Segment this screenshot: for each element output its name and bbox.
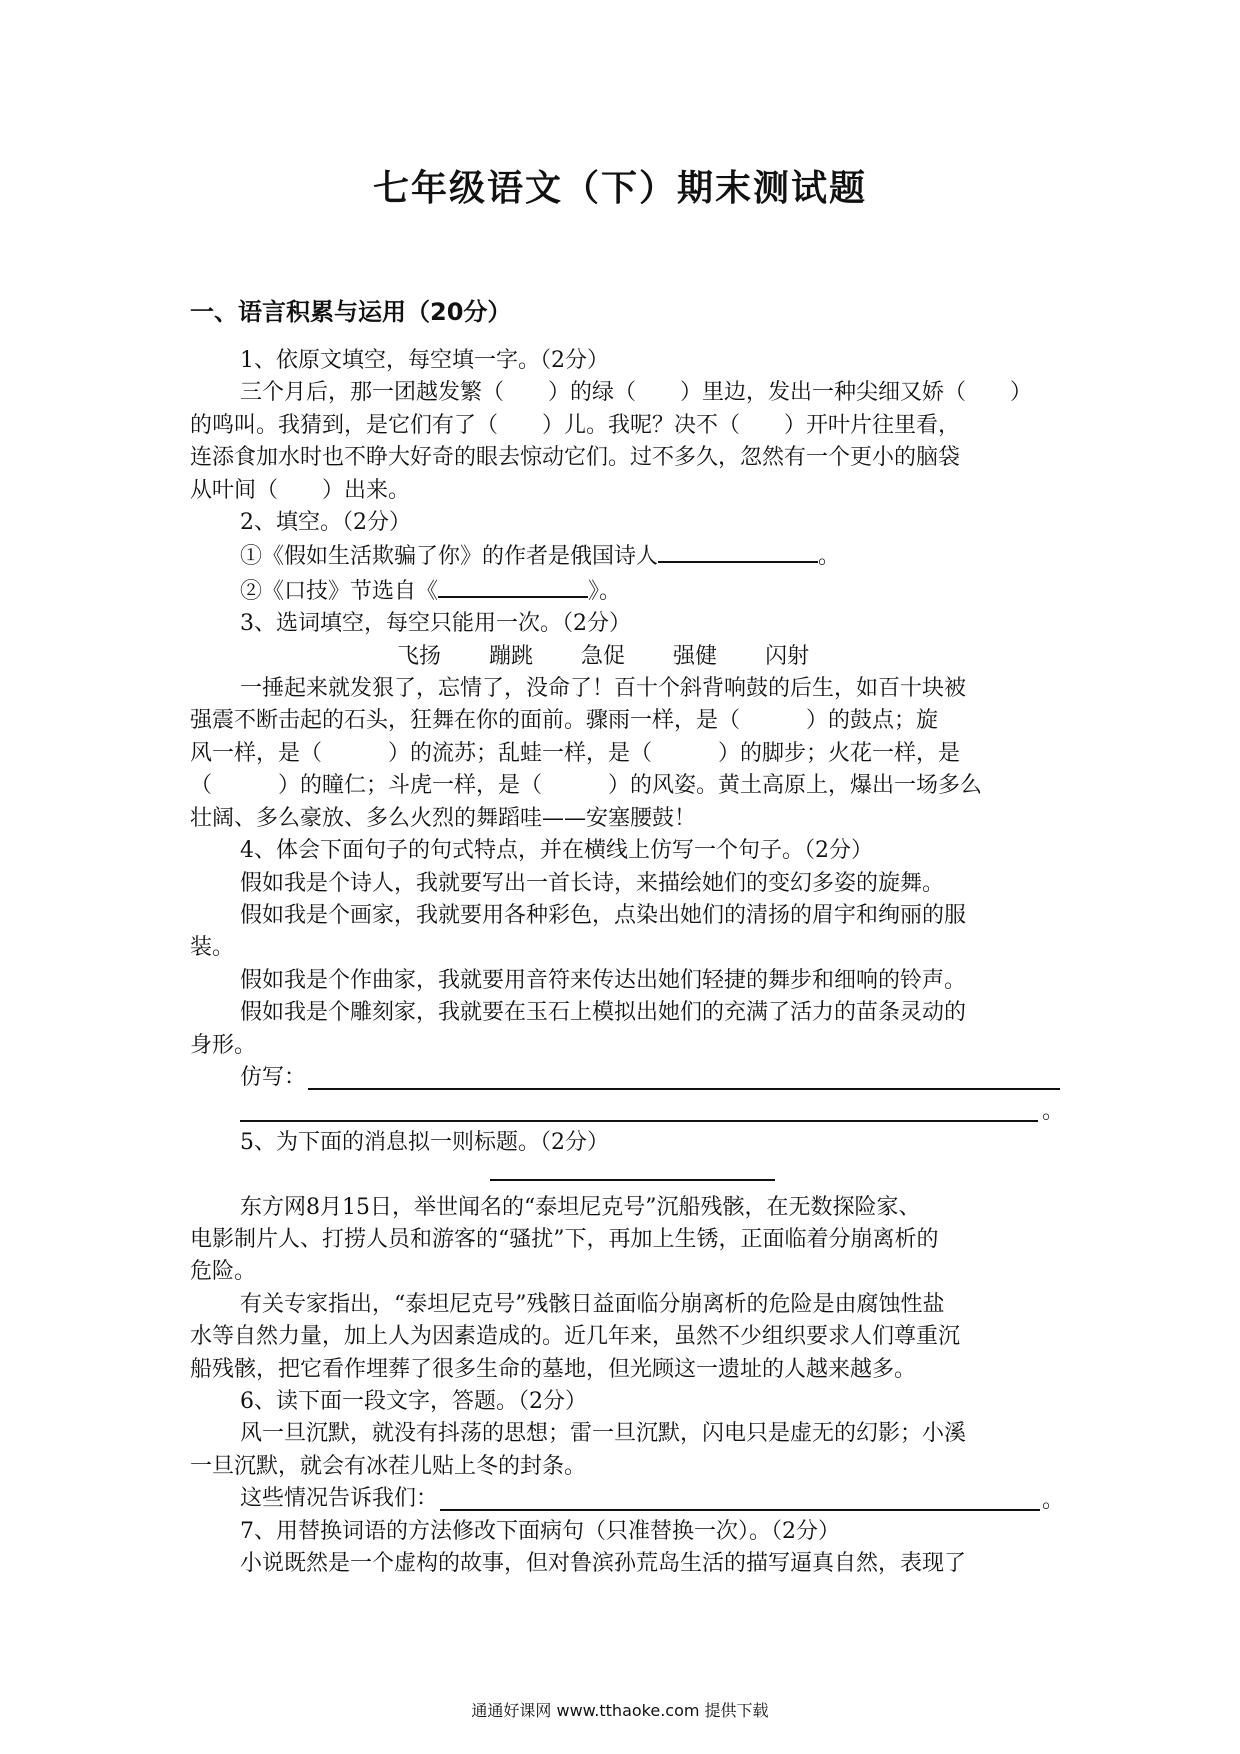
passage-line: 强震不断击起的石头，狂舞在你的面前。骤雨一样，是（ ）的鼓点；旋 (190, 708, 939, 734)
answer-line[interactable] (240, 1120, 1038, 1122)
passage-line: 一旦沉默，就会有冰茬儿贴上冬的封条。 (190, 1453, 587, 1479)
answer-blank[interactable] (658, 539, 818, 563)
passage-line: 连添食加水时也不睁大好奇的眼去惊动它们。过不多久，忽然有一个更小的脑袋 (190, 445, 961, 471)
conclusion-answer-row (190, 1483, 1065, 1515)
news-line: 水等自然力量，加上人为因素造成的。近几年来，虽然不少组织要求人们尊重沉 (190, 1324, 961, 1350)
news-line: 电影制片人、打捞人员和游客的“骚扰”下，再加上生锈，正面临着分崩离析的 (190, 1226, 939, 1252)
passage-line: 壮阔、多么豪放、多么火烈的舞蹈哇——安塞腰鼓！ (190, 805, 697, 831)
passage-line: （ ）的瞳仁；斗虎一样，是（ ）的风姿。黄土高原上，爆出一场多么 (190, 773, 983, 799)
imitation-answer-row (190, 1062, 1060, 1094)
passage-line: 风一旦沉默，就没有抖荡的思想；雷一旦沉默，闪电只是虚无的幻影；小溪 (240, 1421, 967, 1447)
end-period: 。 (1042, 1488, 1065, 1514)
answer-blank[interactable] (438, 574, 588, 598)
passage-line: 的鸣叫。我猜到，是它们有了（ ）儿。我呢？决不（ ）开叶片往里看， (190, 412, 961, 438)
sample-sentence: 装。 (190, 935, 235, 961)
sample-sentence: 假如我是个诗人，我就要写出一首长诗，来描绘她们的变幻多姿的旋舞。 (240, 870, 945, 896)
sample-sentence: 假如我是个雕刻家，我就要在玉石上模拟出她们的充满了活力的苗条灵动的 (240, 1000, 967, 1026)
passage-line: 小说既然是一个虚构的故事，但对鲁滨孙荒岛生活的描写逼真自然，表现了 (240, 1550, 967, 1576)
passage-line: 从叶间（ ）出来。 (190, 477, 411, 503)
passage-line: 一捶起来就发狠了，忘情了，没命了！百十个斜背响鼓的后生，如百十块被 (240, 676, 967, 702)
exam-body (190, 345, 1065, 1580)
sample-sentence: 身形。 (190, 1032, 257, 1058)
word-choice: 蹦跳 (489, 643, 534, 669)
page-footer: 通通好课网 www.tthaoke.com 提供下载 (471, 1701, 769, 1720)
answer-label: 这些情况告诉我们： (240, 1486, 439, 1512)
question-5-prompt: 5、为下面的消息拟一则标题。（2分） (240, 1129, 609, 1155)
question-3-prompt: 3、选词填空，每空只能用一次。（2分） (240, 611, 631, 637)
word-choice: 强健 (673, 643, 718, 669)
page-title: 七年级语文（下）期末测试题 (372, 167, 867, 209)
sample-sentence: 假如我是个作曲家，我就要用音符来传达出她们轻捷的舞步和细响的铃声。 (240, 967, 967, 993)
question-2-item-2: ②《口技》节选自《 》。 (190, 574, 1060, 608)
question-2-prompt: 2、填空。（2分） (240, 510, 411, 536)
question-1-prompt: 1、依原文填空，每空填一字。（2分） (240, 348, 609, 373)
word-choice: 急促 (581, 643, 626, 669)
end-period: 。 (1042, 1099, 1065, 1125)
word-choice: 飞扬 (397, 643, 442, 669)
news-line: 有关专家指出，“泰坦尼克号”残骸日益面临分崩离析的危险是由腐蚀性盐 (240, 1291, 945, 1317)
news-line: 船残骸，把它看作埋葬了很多生命的墓地，但光顾这一遗址的人越来越多。 (190, 1356, 917, 1382)
news-line: 危险。 (190, 1259, 257, 1285)
word-choice: 闪射 (765, 643, 810, 669)
news-line: 东方网8月15日，举世闻名的“泰坦尼克号”沉船残骸，在无数探险家、 (240, 1194, 921, 1220)
sample-sentence: 假如我是个画家，我就要用各种彩色，点染出她们的清扬的眉宇和绚丽的服 (240, 902, 967, 928)
answer-line[interactable] (440, 1509, 1040, 1511)
word-choice-list (190, 641, 1060, 673)
imitation-label: 仿写： (240, 1064, 307, 1090)
answer-line[interactable] (490, 1179, 775, 1181)
answer-line[interactable] (308, 1088, 1060, 1090)
section-heading: 一、语言积累与运用（20分） (190, 298, 512, 326)
question-4-prompt: 4、体会下面句子的句式特点，并在横线上仿写一个句子。（2分） (240, 838, 873, 864)
question-2-item-1: ①《假如生活欺骗了你》的作者是俄国诗人 。 (190, 539, 1060, 573)
passage-line: 三个月后，那一团越发繁（ ）的绿（ ）里边，发出一种尖细又娇（ ） (240, 380, 1033, 406)
passage-line: 风一样，是（ ）的流苏；乱蛙一样，是（ ）的脚步；火花一样，是 (190, 740, 961, 766)
question-7-prompt: 7、用替换词语的方法修改下面病句（只准替换一次）。（2分） (240, 1518, 840, 1544)
headline-answer-row (190, 1159, 1060, 1191)
imitation-answer-row-2 (190, 1094, 1065, 1126)
question-6-prompt: 6、读下面一段文字，答题。（2分） (240, 1388, 587, 1414)
